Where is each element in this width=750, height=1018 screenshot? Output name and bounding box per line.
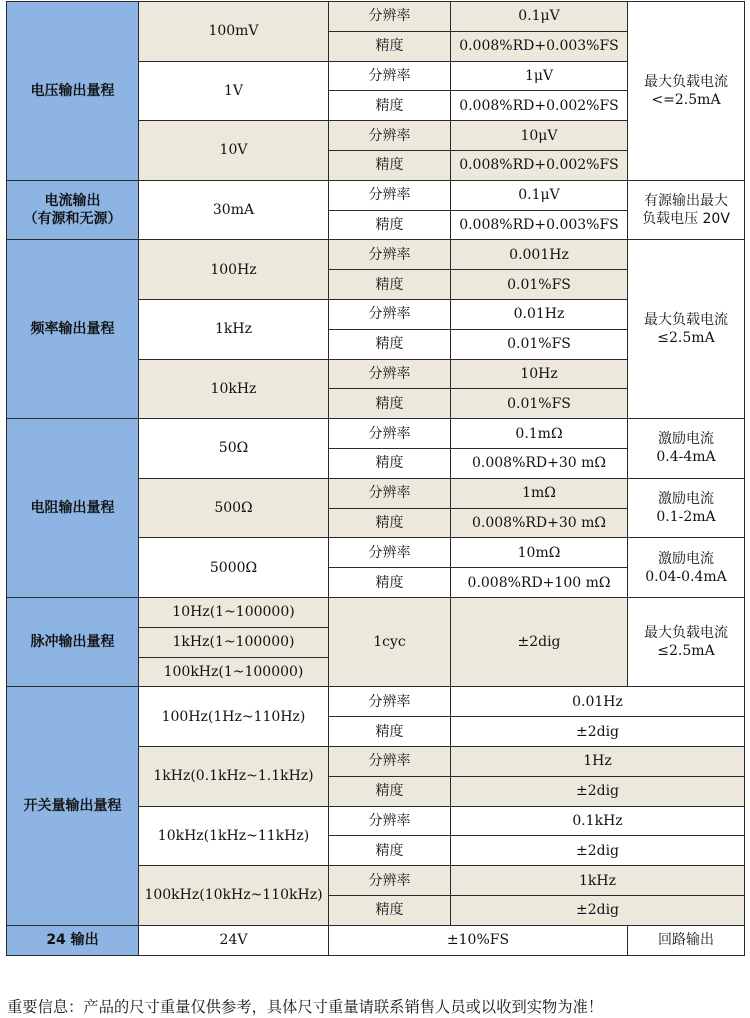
resistance-range: 500Ω [139,478,329,538]
resistance-note-line2: 0.1-2mA [656,509,716,526]
resistance-resolution: 0.1mΩ [451,419,628,449]
switch-resolution: 0.01Hz [451,687,745,717]
frequency-accuracy: 0.01%FS [451,270,628,300]
resistance-note-line2: 0.4-4mA [656,449,716,466]
switch-resolution: 1kHz [451,866,745,896]
output24-note: 回路输出 [628,925,745,955]
pulse-note-line1: 最大负载电流 [644,625,728,642]
current-note-line1: 有源输出最大 [644,193,728,210]
resolution-label: 分辨率 [329,687,451,717]
table-row [7,240,745,270]
voltage-range: 1V [139,61,329,121]
accuracy-label: 精度 [329,508,451,538]
frequency-note [628,240,745,419]
resolution-label: 分辨率 [329,538,451,568]
voltage-range: 10V [139,121,329,181]
voltage-note [628,2,745,181]
resistance-resolution: 1mΩ [451,478,628,508]
frequency-note-line1: 最大负载电流 [644,312,728,329]
accuracy-label: 精度 [329,776,451,806]
resolution-label: 分辨率 [329,746,451,776]
switch-range: 100kHz(10kHz~110kHz) [139,866,329,926]
switch-resolution: 0.1kHz [451,806,745,836]
table-row [7,2,745,32]
resolution-label: 分辨率 [329,359,451,389]
switch-range: 10kHz(1kHz~11kHz) [139,806,329,866]
resistance-note-line2: 0.04-0.4mA [645,568,727,585]
accuracy-label: 精度 [329,31,451,61]
voltage-range: 100mV [139,2,329,62]
current-title [7,180,139,240]
accuracy-label: 精度 [329,717,451,747]
resistance-note [628,478,745,538]
accuracy-label: 精度 [329,91,451,121]
resolution-label: 分辨率 [329,180,451,210]
resistance-note [628,538,745,598]
frequency-note-line2: ≤2.5mA [657,330,715,347]
resolution-label: 分辨率 [329,299,451,329]
table-row [7,925,745,955]
voltage-note-line1: 最大负载电流 [644,73,728,90]
current-range: 30mA [139,180,329,240]
switch-title: 开关量输出量程 [7,687,139,925]
accuracy-label: 精度 [329,568,451,598]
table-row [7,597,745,627]
resistance-resolution: 10mΩ [451,538,628,568]
accuracy-label: 精度 [329,389,451,419]
table-row [7,419,745,449]
pulse-note [628,597,745,686]
switch-accuracy: ±2dig [451,836,745,866]
footer-notice: 重要信息：产品的尺寸重量仅供参考，具体尺寸重量请联系销售人员或以收到实物为准！ [7,998,604,1016]
frequency-resolution: 0.001Hz [451,240,628,270]
voltage-resolution: 10μV [451,121,628,151]
resistance-note-line1: 激励电流 [658,431,714,448]
switch-accuracy: ±2dig [451,717,745,747]
switch-accuracy: ±2dig [451,895,745,925]
resolution-label: 分辨率 [329,61,451,91]
accuracy-label: 精度 [329,836,451,866]
current-resolution: 0.1μV [451,180,628,210]
resistance-note-line1: 激励电流 [658,491,714,508]
resolution-label: 分辨率 [329,2,451,32]
pulse-count: 1cyc [329,597,451,686]
frequency-range: 100Hz [139,240,329,300]
accuracy-label: 精度 [329,448,451,478]
voltage-note-line2: <=2.5mA [651,91,721,108]
accuracy-label: 精度 [329,150,451,180]
accuracy-label: 精度 [329,210,451,240]
resolution-label: 分辨率 [329,866,451,896]
resistance-accuracy: 0.008%RD+30 mΩ [451,448,628,478]
voltage-resolution: 1μV [451,61,628,91]
frequency-accuracy: 0.01%FS [451,329,628,359]
switch-resolution: 1Hz [451,746,745,776]
resistance-note [628,419,745,479]
resistance-range: 5000Ω [139,538,329,598]
switch-range: 100Hz(1Hz~110Hz) [139,687,329,747]
voltage-resolution: 0.1μV [451,2,628,32]
resolution-label: 分辨率 [329,240,451,270]
voltage-accuracy: 0.008%RD+0.002%FS [451,150,628,180]
output24-title: 24 输出 [7,925,139,955]
output24-accuracy: ±10%FS [329,925,628,955]
resolution-label: 分辨率 [329,806,451,836]
resolution-label: 分辨率 [329,419,451,449]
accuracy-label: 精度 [329,329,451,359]
current-title-line1: 电流输出 [44,193,101,210]
frequency-resolution: 10Hz [451,359,628,389]
table-row [7,687,745,717]
resistance-accuracy: 0.008%RD+30 mΩ [451,508,628,538]
pulse-range: 1kHz(1~100000) [139,627,329,657]
frequency-range: 10kHz [139,359,329,419]
frequency-accuracy: 0.01%FS [451,389,628,419]
resolution-label: 分辨率 [329,478,451,508]
pulse-title: 脉冲输出量程 [7,597,139,686]
voltage-title: 电压输出量程 [7,2,139,181]
current-note-line2: 负载电压 20V [642,211,730,228]
accuracy-label: 精度 [329,895,451,925]
pulse-range: 100kHz(1~100000) [139,657,329,687]
switch-accuracy: ±2dig [451,776,745,806]
frequency-resolution: 0.01Hz [451,299,628,329]
pulse-range: 10Hz(1~100000) [139,597,329,627]
switch-range: 1kHz(0.1kHz~1.1kHz) [139,746,329,806]
pulse-note-line2: ≤2.5mA [657,643,715,660]
current-accuracy: 0.008%RD+0.003%FS [451,210,628,240]
voltage-accuracy: 0.008%RD+0.002%FS [451,91,628,121]
current-note [628,180,745,240]
frequency-range: 1kHz [139,299,329,359]
resistance-range: 50Ω [139,419,329,479]
voltage-accuracy: 0.008%RD+0.003%FS [451,31,628,61]
resolution-label: 分辨率 [329,121,451,151]
accuracy-label: 精度 [329,270,451,300]
output24-value: 24V [139,925,329,955]
resistance-note-line1: 激励电流 [658,550,714,567]
pulse-accuracy: ±2dig [451,597,628,686]
table-row [7,180,745,210]
spec-table [6,1,745,956]
resistance-title: 电阻输出量程 [7,419,139,598]
resistance-accuracy: 0.008%RD+100 mΩ [451,568,628,598]
frequency-title: 频率输出量程 [7,240,139,419]
current-title-line2: （有源和无源） [23,211,122,228]
